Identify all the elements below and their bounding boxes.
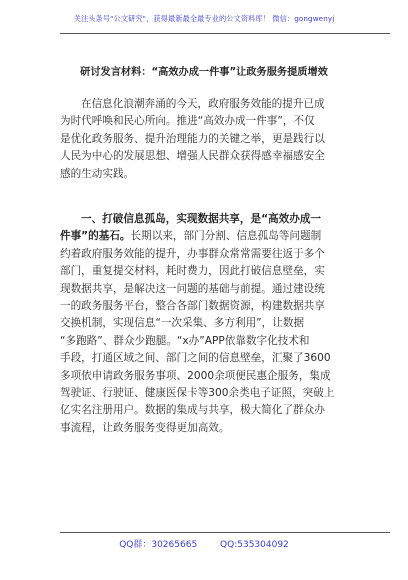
- paragraph-line: “多跑路”、群众少跑腿。“x办”APP依靠数字化技术和: [60, 334, 310, 347]
- paragraph-line: 手段，打通区域之间、部门之间的信息壁垒，汇聚了3600: [60, 352, 331, 365]
- paragraph-line: 人民为中心的发展思想、增强人民群众获得感幸福感安全: [60, 150, 325, 163]
- paragraph-line: 交换机制，实现信息“一次采集、多方利用”，让数据: [60, 317, 305, 330]
- footer-qq: QQ:535304092: [220, 540, 289, 550]
- paragraph-line: 部门，重复提交材料，耗时费力，因此打破信息壁垒，实: [60, 265, 325, 278]
- document-title: 研讨发言材料：“高效办成一件事”让政务服务提质增效: [80, 67, 328, 78]
- section-heading: 一、打破信息孤岛，实现数据共享，是“高效办成一: [81, 213, 322, 225]
- footer: [0, 537, 408, 550]
- paragraph-line: 驾驶证、行驶证、健康医保卡等300余类电子证照，突破上: [60, 387, 335, 400]
- paragraph-line: 一的政务服务平台，整合各部门数据资源，构建数据共享: [60, 300, 325, 313]
- paragraph-line: 事流程，让政务服务变得更加高效。: [60, 421, 230, 434]
- paragraph-line: 亿实名注册用户。数据的集成与共享，极大简化了群众办: [60, 404, 325, 417]
- paragraph-line-rest: 长期以来，部门分割、信息孤岛等问题制: [130, 230, 322, 243]
- footer-qq-group: QQ群：30265665: [119, 540, 198, 550]
- paragraph-intro: [60, 96, 358, 183]
- paragraph-line: 为时代呼唤和民心所向。推进“高效办成一件事”，不仅: [60, 115, 315, 128]
- paragraph-section-one: [60, 211, 358, 437]
- header-note: 关注头条号"公文研究"，获得最新最全最专业的公文资料库！ 微信：gongwenyj: [73, 14, 335, 23]
- paragraph-line: 感的生动实践。: [60, 167, 135, 180]
- paragraph-line: 在信息化浪潮奔涌的今天，政府服务效能的提升已成: [81, 98, 325, 110]
- paragraph-line: [60, 228, 358, 245]
- paragraph-line: 现数据共享，是解决这一问题的基础与前提。通过建设统: [60, 282, 325, 295]
- paragraph-line: 约着政府服务效能的提升，办事群众常常需要往返于多个: [60, 247, 325, 260]
- section-heading-end: 件事”的基石。: [60, 230, 131, 243]
- paragraph-line: 是优化政务服务、提升治理能力的关键之举，更是践行以: [60, 132, 325, 145]
- paragraph-line: 多项依申请政务服务事项、2000余项便民惠企服务，集成: [60, 369, 331, 382]
- header-divider: [60, 33, 390, 34]
- footer-divider: [60, 532, 390, 533]
